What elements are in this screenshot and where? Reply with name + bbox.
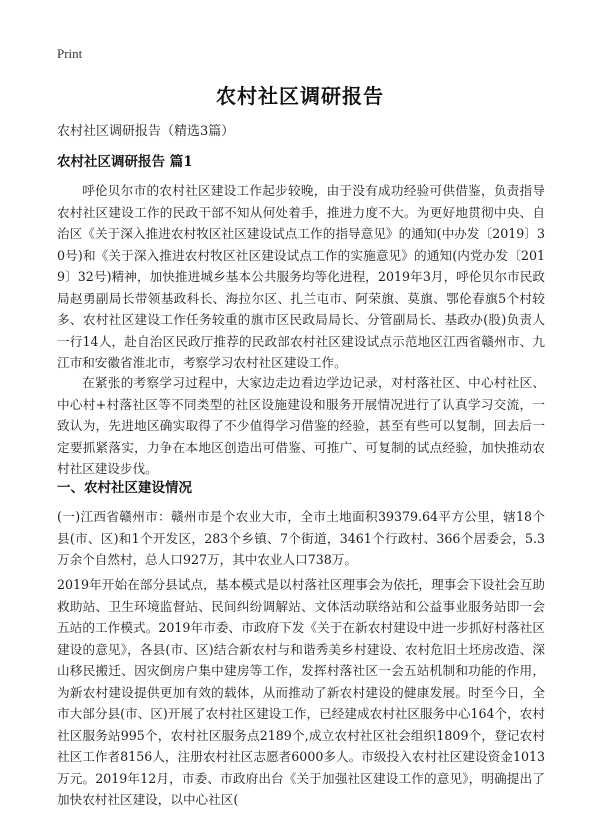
section-one-heading: 一、农村社区建设情况 [57, 480, 192, 496]
paragraph-intro: 呼伦贝尔市的农村社区建设工作起步较晚，由于没有成功经验可供借鉴，负责指导农村社区建设工作的民政干部不知从何处着手，推进力度不大。为更好地贯彻中央、自治区《关于深入推进农村牧区社区建设试点工作的指导意见》的通知(中办发〔2019〕30号)和《关于深入推进农村牧区社区建设试点工作的实施意见》的通知(内党办发〔2019〕32号)精神，加快推进城乡基本公共服务均等化进程，2019年3月，呼伦贝尔市民政局赵勇副局长带领基政科长、海拉尔区、扎兰屯市、阿荣旗、莫旗、鄂伦春旗5个村较多、农村社区建设工作任务较重的旗市区民政局局长、分管副局长、基政办(股)负责人一行14人，赴自治区民政厅推荐的民政部农村社区建设试点示范地区江西省赣州市、九江市和安徽省淮北市，考察学习农村社区建设工作。 [57, 183, 545, 370]
part-heading: 农村社区调研报告 篇1 [57, 154, 193, 170]
paragraph-ganzhou: (一)江西省赣州市：赣州市是个农业大市，全市土地面积39379.64平方公里，辖18个县(市、区)和1个开发区，283个乡镇、7个街道，3461个行政村、366个居委会，5.3万余个自然村，总人口927万，其中农业人口738万。 [57, 509, 545, 567]
print-link[interactable]: Print [57, 46, 83, 61]
document-subtitle: 农村社区调研报告（精选3篇） [57, 124, 235, 139]
document-title: 农村社区调研报告 [216, 84, 384, 108]
paragraph-study: 在紧张的考察学习过程中，大家边走边看边学边记录，对村落社区、中心村社区、中心村+村落社区等不同类型的社区设施建设和服务开展情况进行了认真学习交流，一致认为，先进地区确实取得了不少值得学习借鉴的经验，甚至有些可以复制，回去后一定要抓紧落实，力争在本地区创造出可借鉴、可推广、可复制的试点经验，加快推动农村社区建设步伐。 [57, 375, 545, 476]
paragraph-ganzhou-model: 2019年开始在部分县试点，基本模式是以村落社区理事会为依托，理事会下设社会互助救助站、卫生环境监督站、民间纠纷调解站、文体活动联络站和公益事业服务站即一会五站的工作模式。2019年市委、市政府下发《关于在新农村建设中进一步抓好村落社区建设的意见》，各县(市、区)结合新农村与和谐秀美乡村建设、农村危旧土坯房改造、深山移民搬迁、因灾倒房户集中建房等工作，发挥村落社区一会五站机制和功能的作用，为新农村建设提供更加有效的载体，从而推动了新农村建设的健康发展。时至今日，全市大部分县(市、区)开展了农村社区建设工作，已经建成农村社区服务中心164个，农村社区服务站995个，农村社区服务点2189个,成立农村社区社会组织1809个，登记农村社区工作者8156人，注册农村社区志愿者6000多人。市级投入农村社区建设资金1013万元。2019年12月，市委、市政府出台《关于加强社区建设工作的意见》，明确提出了加快农村社区建设，以中心社区( [57, 577, 545, 807]
